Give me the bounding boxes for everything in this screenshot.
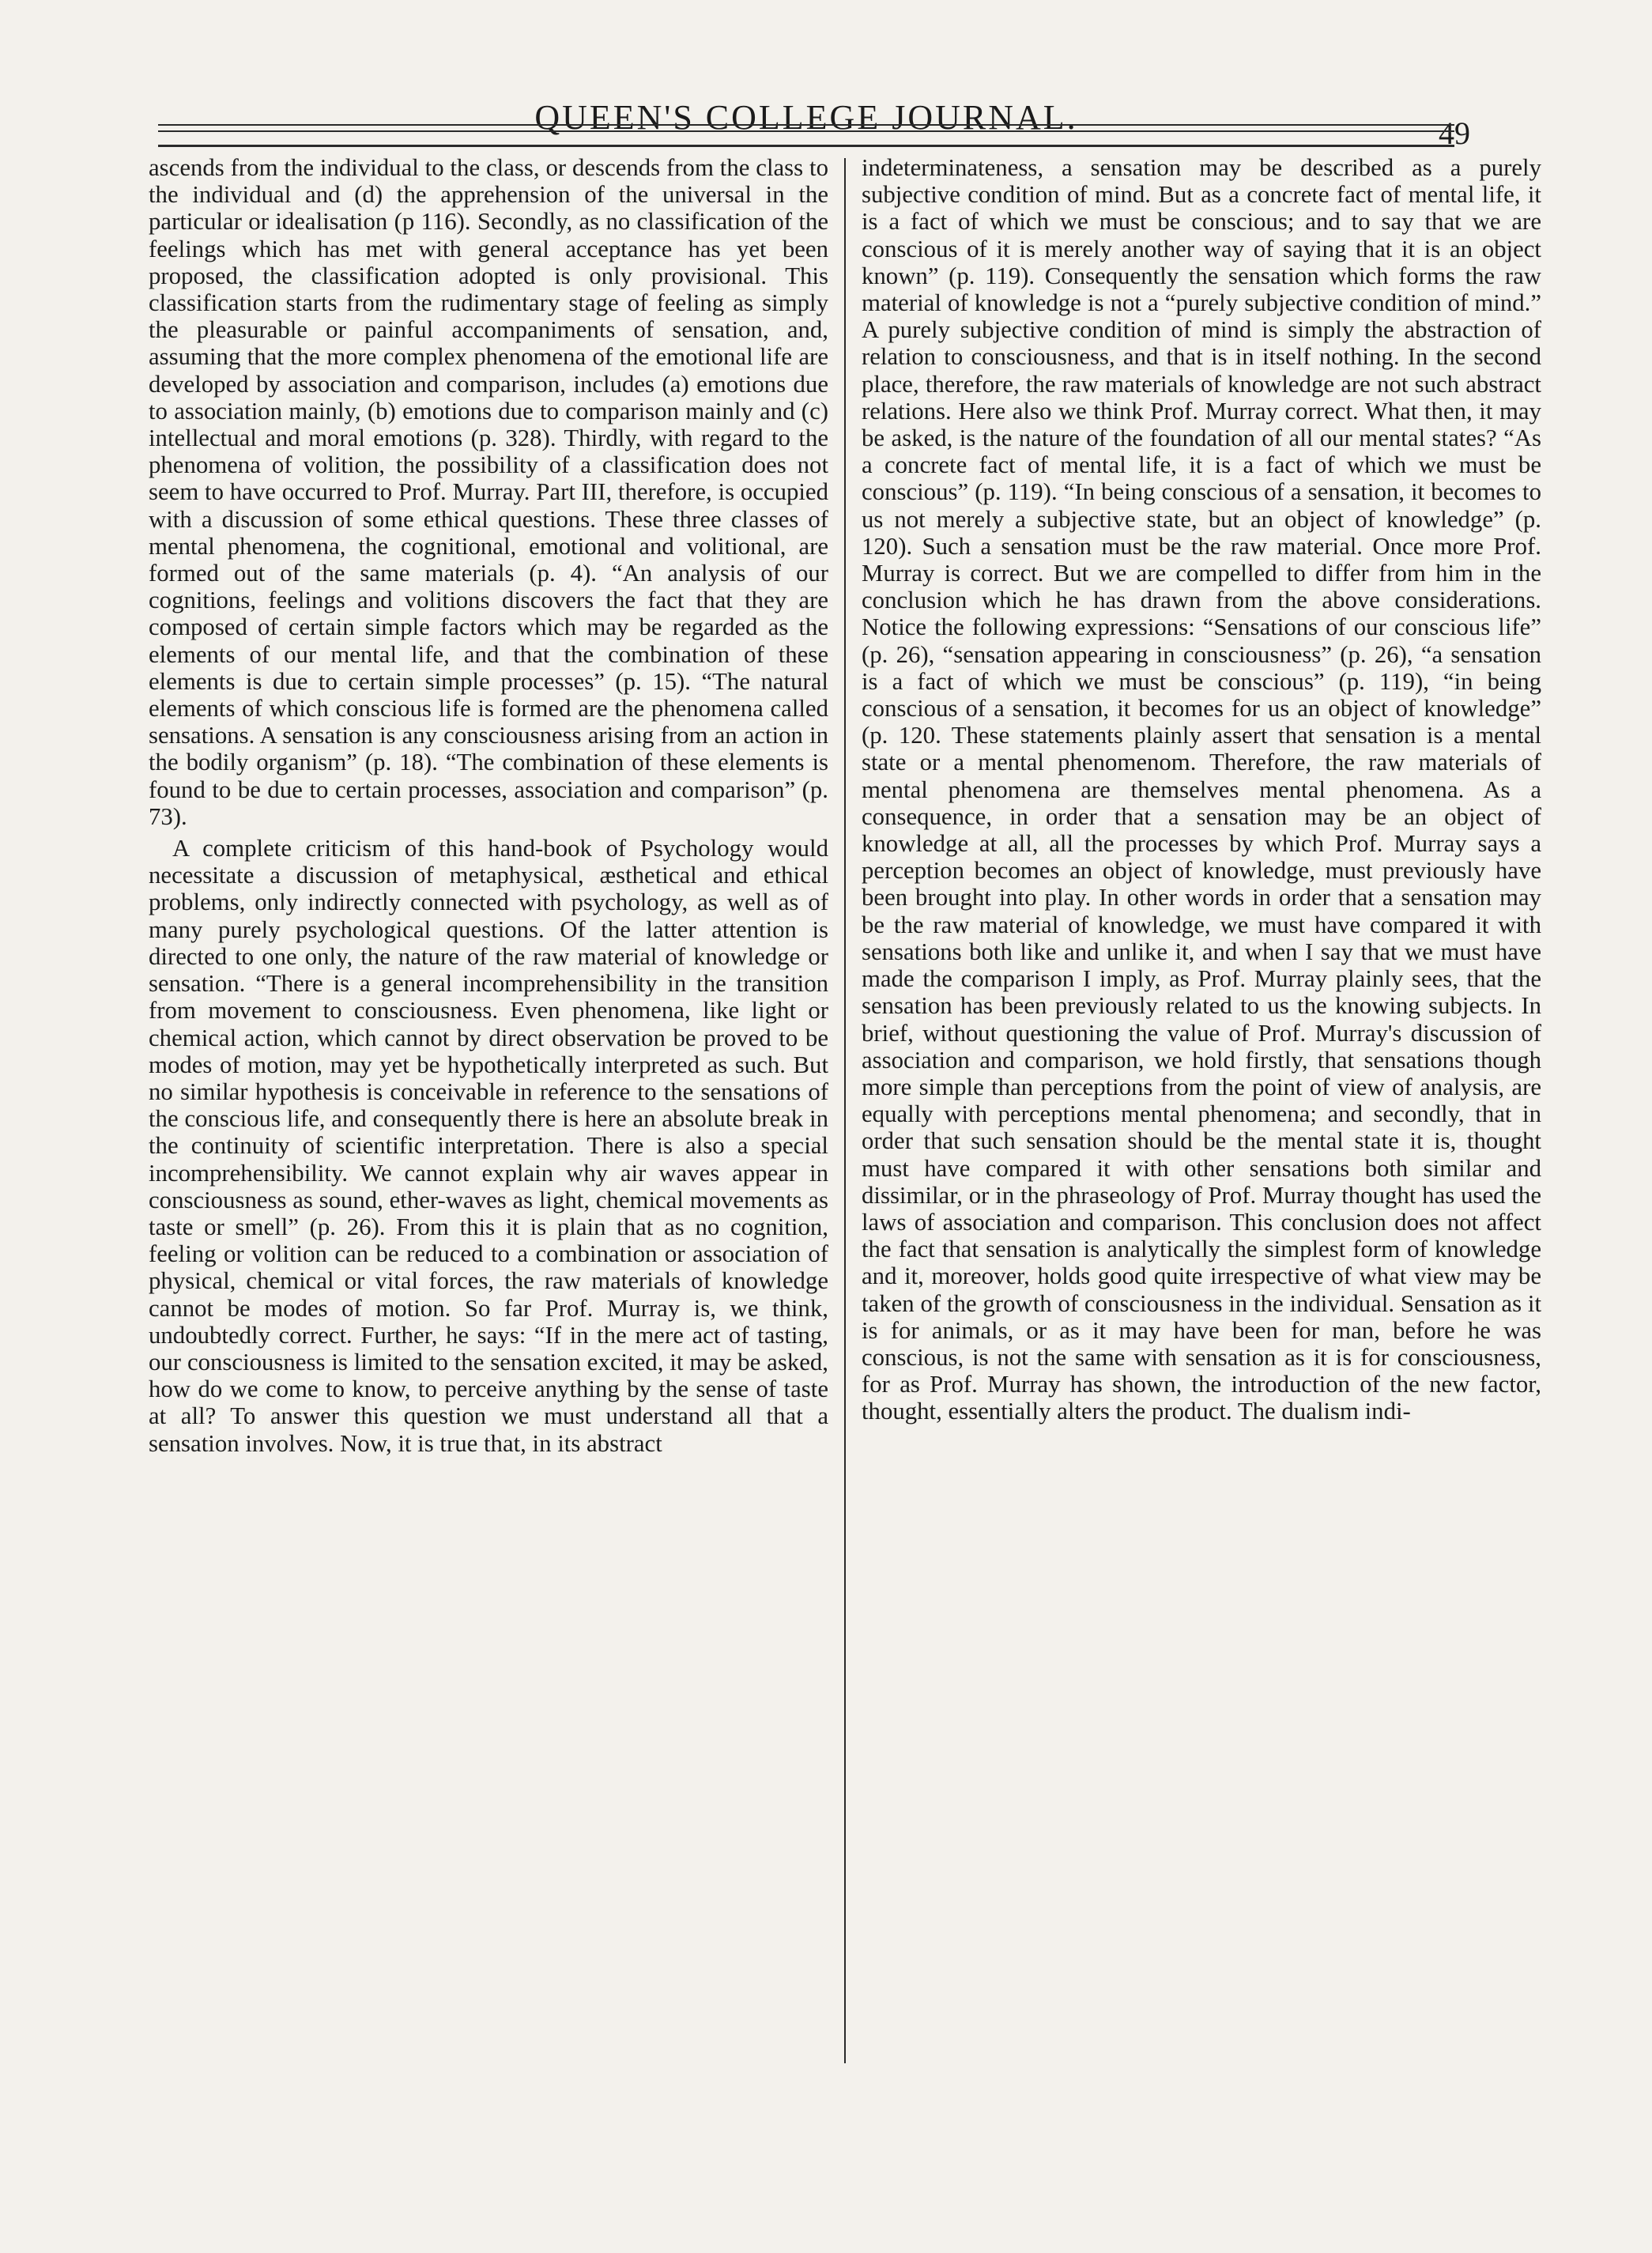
page-header [158,75,1470,151]
right-paragraph-1: indeterminateness, a sensation may be described as a purely subjective condition of mind. But as a concrete fact of mental life, it is a fact of which we must be conscious; and to say that we are conscious of it is merely another way of saying that it is an object known” (p. 119). Consequently the sensation which forms the raw material of knowledge is not a “purely subjective condition of mind.” A purely subjective condition of mind is simply the abstraction of relation to consciousness, and that is in itself nothing. In the second place, therefore, the raw materials of knowledge are not such abstract relations. Here also we think Prof. Murray correct. What then, it may be asked, is the nature of the foundation of all our mental states? “As a concrete fact of mental life, it is a fact of which we must be conscious” (p. 119). “In being conscious of a sensation, it becomes to us not merely a subjective state, but an object of knowledge” (p. 120). Such a sensation must be the raw material. Once more Prof. Murray is correct. But we are compelled to differ from him in the conclusion which he has drawn from the above considerations. Notice the following expressions: “Sensations of our conscious life” (p. 26), “sensation appearing in consciousness” (p. 26), “a sensation is a fact of which we must be conscious” (p. 119), “in being conscious of a sensation, it becomes for us an object of knowledge” (p. 120. These statements plainly assert that sensation is a mental state or a mental phenomenom. Therefore, the raw materials of mental phenomena are themselves mental phenomena. As a consequence, in order that a sensation may be an object of knowledge at all, all the processes by which Prof. Murray says a perception becomes an object of knowledge, must previously have been brought into play. In other words in order that a sensation may be the raw material of knowledge, we must have compared it with sensations both like and unlike it, and when I say that we must have made the comparison I imply, as Prof. Murray plainly sees, that the sensation has been previously related to us the knowing subjects. In brief, without questioning the value of Prof. Murray's discussion of association and comparison, we hold firstly, that sensations though more simple than perceptions from the point of view of analysis, are equally with perceptions mental phenomena; and secondly, that in order that such sensation should be the mental state it is, thought must have compared it with other sensations both similar and dissimilar, or in the phraseology of Prof. Murray thought has used the laws of association and comparison. This conclusion does not affect the fact that sensation is analytically the simplest form of knowledge and it, moreover, holds good quite irrespective of what view may be taken of the growth of consciousness in the individual. Sensation as it is for animals, or as it may have been for man, before he was conscious, is not the same with sensation as it is for consciousness, for as Prof. Murray has shown, the introduction of the new factor, thought, essentially alters the product. The dualism indi- [862,154,1541,1425]
left-column [149,154,828,2130]
journal-title: QUEEN'S COLLEGE JOURNAL. [534,98,1078,137]
header-rule-middle [158,130,1454,132]
column-divider [844,158,846,2063]
left-paragraph-1: ascends from the individual to the class, or descends from the class to the individual and (d) the apprehension of the universal in the particular or idealisation (p 116). Secondly, as no classification of the feelings which has met with general acceptance has yet been proposed, the classification adopted is only provisional. This classification starts from the rudimentary stage of feeling as simply the pleasurable or painful accompaniments of sensation, and, assuming that the more complex phenomena of the emotional life are developed by association and comparison, includes (a) emotions due to association mainly, (b) emotions due to comparison mainly and (c) intellectual and moral emotions (p. 328). Thirdly, with regard to the phenomena of volition, the possibility of a classification does not seem to have occurred to Prof. Murray. Part III, therefore, is occupied with a discussion of some ethical questions. These three classes of mental phenomena, the cognitional, emotional and volitional, are formed out of the same materials (p. 4). “An analysis of our cognitions, feelings and volitions discovers the fact that they are composed of certain simple factors which may be regarded as the elements of our mental life, and that the combination of these elements is due to certain simple processes” (p. 15). “The natural elements of which conscious life is formed are the phenomena called sensations. A sensation is any consciousness arising from an action in the bodily organism” (p. 18). “The combination of these elements is found to be due to certain processes, association and comparison” (p. 73). [149,154,828,830]
header-rule-top [158,124,1454,126]
page-number: 49 [1439,115,1470,151]
header-rule-bottom [158,145,1454,147]
right-column [862,154,1541,2130]
left-paragraph-2: A complete criticism of this hand-book of Psychology would necessitate a discussion of metaphysical, æsthetical and ethical problems, only indirectly connected with psychology, as well as of many purely psychological questions. Of the latter attention is directed to one only, the nature of the raw material of knowledge or sensation. “There is a general incomprehensibility in the transition from movement to consciousness. Even phenomena, like light or chemical action, which cannot by direct observation be proved to be modes of motion, may yet be hypothetically interpreted as such. But no similar hypothesis is conceivable in reference to the sensations of the conscious life, and consequently there is here an absolute break in the continuity of scientific interpretation. There is also a special incomprehensibility. We cannot explain why air waves appear in consciousness as sound, ether-waves as light, chemical movements as taste or smell” (p. 26). From this it is plain that as no cognition, feeling or volition can be reduced to a combination or association of physical, chemical or vital forces, the raw materials of knowledge cannot be modes of motion. So far Prof. Murray is, we think, undoubtedly correct. Further, he says: “If in the mere act of tasting, our consciousness is limited to the sensation excited, it may be asked, how do we come to know, to perceive anything by the sense of taste at all? To answer this question we must understand all that a sensation involves. Now, it is true that, in its abstract [149,835,828,1457]
